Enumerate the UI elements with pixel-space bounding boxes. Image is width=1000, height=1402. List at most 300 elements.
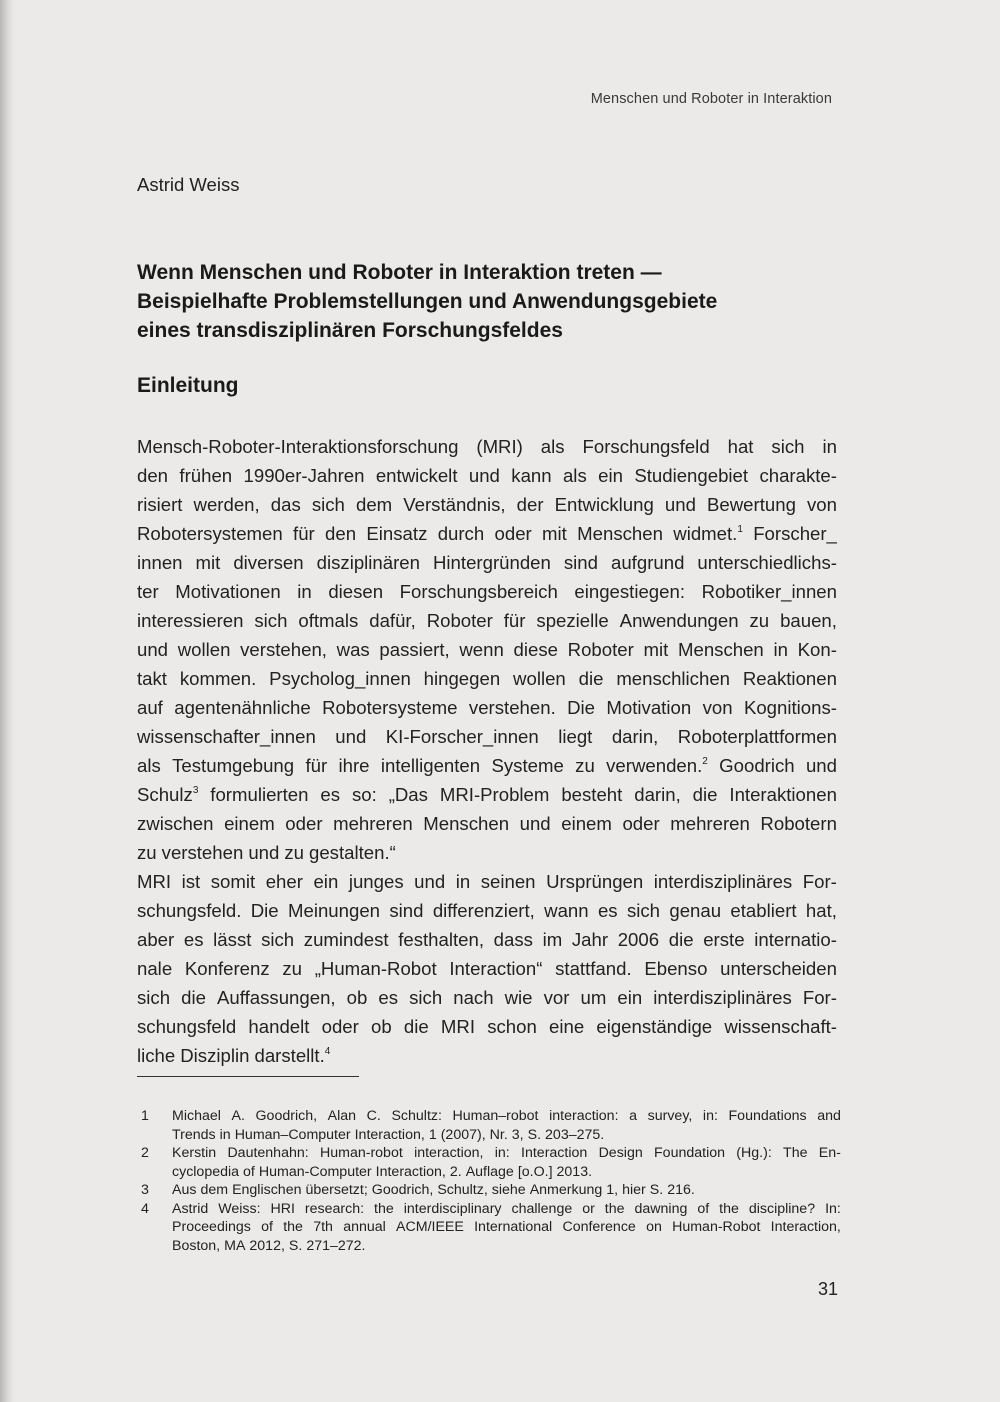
body-word: Verständnis, [403, 494, 506, 515]
footnote-marker[interactable]: 4 [324, 1046, 331, 1057]
footnote-word: Dautenhahn: [227, 1145, 309, 1161]
body-word: Forscher_ [753, 523, 837, 544]
body-word: risiert [137, 494, 183, 515]
body-word: durch [437, 523, 485, 544]
body-word: im [542, 929, 563, 950]
footnote-item [141, 1144, 841, 1181]
body-word: aber [137, 929, 175, 950]
body-word: sich [409, 987, 443, 1008]
running-head: Menschen und Roboter in Interaktion [590, 91, 832, 107]
footnote-word: 2. [449, 1163, 462, 1180]
body-word: 2006 [617, 929, 660, 950]
body-word: oder [494, 523, 532, 544]
body-word: ihre [338, 755, 370, 776]
body-word: Menschen [677, 639, 764, 660]
footnote-line [172, 1218, 841, 1237]
body-word: mit [643, 639, 669, 660]
footnote-word: En- [818, 1145, 841, 1161]
body-word: Testumgebung [172, 755, 295, 776]
body-word: diese [513, 639, 558, 660]
body-word: oder [321, 1016, 359, 1037]
footnote-word: dawning [634, 1200, 688, 1217]
footnote-item [141, 1200, 841, 1256]
body-word: junges [348, 871, 404, 892]
body-word: formulierten [210, 784, 309, 805]
body-word: Robotern [760, 813, 837, 834]
footnote-line [172, 1237, 841, 1256]
body-word: oder [622, 813, 660, 834]
chapter-title-line: Wenn Menschen und Roboter in Interaktion treten — [137, 261, 662, 284]
body-word: von [702, 697, 733, 718]
body-word: kann [511, 465, 552, 486]
body-word: ist [181, 871, 201, 892]
body-word: spezielle [536, 610, 609, 631]
footnote-word: HRI [270, 1200, 295, 1217]
footnote-word: International [474, 1219, 553, 1235]
body-line [137, 432, 837, 461]
body-word: ein [617, 987, 643, 1008]
body-word: ein [313, 871, 339, 892]
footnote-word: Interaction, [375, 1163, 446, 1180]
body-word: so: [351, 784, 377, 805]
footnote-word: Anmerkung [529, 1182, 603, 1198]
body-word: von [807, 494, 837, 515]
footnote-word: Human–Computer [234, 1126, 351, 1143]
footnote-word: Human-robot [319, 1145, 403, 1161]
footnote-word: ACM/IEEE [396, 1219, 464, 1235]
body-word: Robotersystemen [137, 523, 283, 544]
body-word: frühen [179, 465, 233, 486]
body-word: Systeme [491, 755, 564, 776]
body-word: es [320, 784, 341, 805]
page-number: 31 [817, 1279, 838, 1299]
body-word: Motivationen [175, 581, 281, 602]
body-line [137, 490, 837, 519]
body-word: passiert, [379, 639, 450, 660]
body-word: zu [284, 842, 304, 863]
body-word: Einsatz [366, 523, 428, 544]
body-word: lässt [213, 929, 252, 950]
body-word: Interaktionen [729, 784, 837, 805]
body-word: nach [453, 987, 494, 1008]
body-word: schungsfeld. [137, 900, 242, 921]
body-word: kommen. [179, 668, 257, 689]
body-word: seinen [480, 871, 536, 892]
body-word: Motivation [606, 697, 692, 718]
body-word: und [137, 639, 169, 660]
footnote-word: Schultz, [437, 1182, 488, 1198]
body-word: Interaction“ [449, 958, 543, 979]
body-word: Robotersysteme [322, 697, 458, 718]
body-word: als [562, 465, 587, 486]
body-word: Mensch-Roboter-Interaktionsforschung [137, 436, 459, 457]
body-word: für [305, 755, 328, 776]
footnote-word: siehe [491, 1182, 526, 1198]
body-line [137, 664, 837, 693]
body-line [137, 722, 837, 751]
body-word: dass [493, 929, 533, 950]
body-word: und [805, 755, 837, 776]
body-word: takt [137, 668, 167, 689]
body-word: festhalten, [398, 929, 484, 950]
footnote-word: the [719, 1200, 739, 1217]
footnote-number: 4 [141, 1200, 149, 1217]
footnote-word: or [582, 1200, 595, 1217]
body-word: „Das [388, 784, 428, 805]
footnote-word: Aus [172, 1182, 197, 1198]
author-name: Astrid Weiss [137, 174, 240, 195]
body-word: Reaktionen [742, 668, 837, 689]
footnote-item [141, 1107, 841, 1144]
footnote-word: S. [527, 1126, 542, 1143]
body-word: zu [749, 610, 770, 631]
footnote-line [172, 1163, 841, 1182]
body-word: interdisziplinäres [653, 871, 793, 892]
body-word: MRI [137, 871, 172, 892]
footnote-word: challenge [511, 1200, 573, 1217]
body-word: einem [224, 813, 275, 834]
footnote-word: in [219, 1126, 231, 1143]
body-word: in [822, 436, 837, 457]
body-word: Konferenz [184, 958, 270, 979]
footnote-word: Nr. [489, 1126, 508, 1143]
section-heading: Einleitung [137, 374, 239, 397]
body-line [137, 896, 837, 925]
body-word: als [540, 436, 565, 457]
footnote-word: The [783, 1145, 808, 1161]
footnote-word: übersetzt; [305, 1182, 368, 1198]
body-word: eine [549, 1016, 585, 1037]
footnote-line [172, 1144, 841, 1163]
body-word: was [336, 639, 370, 660]
body-word: disziplinären [316, 552, 420, 573]
body-word: aufgrund [611, 552, 685, 573]
chapter-title-line: Beispielhafte Problemstellungen und Anwendungsgebiete [137, 290, 718, 313]
body-word: bauen, [780, 610, 837, 631]
body-word: liche [137, 1045, 176, 1066]
footnote-number: 2 [141, 1145, 149, 1161]
footnote-word: Interaction, [770, 1219, 841, 1235]
body-word: mehreren [333, 813, 413, 834]
body-word: Jahr [571, 929, 609, 950]
footnotes [141, 1107, 841, 1255]
body-word: Roboterplattformen [677, 726, 837, 747]
body-word: und [248, 842, 280, 863]
body-word: hingegen [423, 668, 501, 689]
body-word: es [378, 987, 399, 1008]
body-word: eingestiegen: [574, 581, 685, 602]
body-word: (MRI) [476, 436, 523, 457]
body-word: wollen [513, 668, 566, 689]
body-word: innen [137, 552, 183, 573]
body-word: Anwendungen [619, 610, 739, 631]
body-word: etabliert [730, 900, 797, 921]
body-word: intelligenten [380, 755, 481, 776]
footnote-word: Kerstin [172, 1145, 217, 1161]
footnote-word: Human-Computer [258, 1163, 372, 1180]
body-word: Studiengebiet [634, 465, 749, 486]
body-word: Die [567, 697, 596, 718]
body-word: charakte- [759, 465, 837, 486]
body-line [137, 751, 837, 780]
body-word: stattfand. [555, 958, 632, 979]
footnote-number: 1 [141, 1108, 149, 1124]
body-word: handelt [248, 1016, 310, 1037]
body-word: Meinungen [288, 900, 381, 921]
footnote-word: 2012, [249, 1237, 285, 1254]
footnote-word: 1 [428, 1126, 437, 1143]
body-word: werden, [193, 494, 260, 515]
body-word: in [455, 871, 471, 892]
footnote-word: Weiss: [218, 1200, 261, 1217]
body-word: in [297, 581, 312, 602]
footnote-word: A. [231, 1108, 245, 1124]
footnote-word: Michael [172, 1108, 221, 1124]
body-word: Entwicklung [554, 494, 654, 515]
footnote-word: of [261, 1219, 273, 1235]
body-word: zumindest [303, 929, 389, 950]
body-word: ob [346, 987, 368, 1008]
body-word: darin, [634, 784, 681, 805]
body-word: darstellt.$^4$ [254, 1045, 331, 1066]
body-word: Bewertung [707, 494, 796, 515]
body-line [137, 838, 837, 867]
body-word: interdisziplinäres [653, 987, 792, 1008]
footnote-word: interaction: [549, 1108, 619, 1124]
footnote-word: 216. [667, 1182, 695, 1198]
body-word: Kognitions- [743, 697, 837, 718]
body-word: und [414, 871, 446, 892]
footnote-word: 2013. [556, 1163, 593, 1180]
footnote-word: Alan [327, 1108, 357, 1124]
body-word: diesen [328, 581, 384, 602]
body-line [137, 983, 837, 1012]
footnote-word: Foundations [728, 1108, 807, 1124]
footnote-word: Goodrich, [255, 1108, 318, 1124]
footnote-word: of [243, 1163, 255, 1180]
footnote-word: [o.O.] [517, 1163, 553, 1180]
body-word: Forschungsbereich [399, 581, 558, 602]
body-word: um [580, 987, 607, 1008]
body-word: menschlichen [616, 668, 730, 689]
body-line [137, 461, 837, 490]
footnote-word: (2007), [440, 1126, 486, 1143]
body-word: Auffassungen, [217, 987, 336, 1008]
body-word: liegt [558, 726, 593, 747]
body-word: Psycholog_innen [269, 668, 411, 689]
body-word: Goodrich [719, 755, 795, 776]
body-word: das [270, 494, 301, 515]
body-word: sich [771, 436, 805, 457]
body-word: darin, [611, 726, 659, 747]
footnote-word: interaction, [414, 1145, 484, 1161]
body-word: Ursprüngen [546, 871, 644, 892]
footnote-word: Schultz: [391, 1108, 442, 1124]
footnote-line [172, 1126, 841, 1145]
footnote-word: interdisciplinary [403, 1200, 502, 1217]
body-word: agentenähnliche [174, 697, 311, 718]
body-word: für [293, 523, 315, 544]
body-word: sich [137, 987, 171, 1008]
body-word: Schulz$^3$ [137, 784, 199, 805]
body-word: erste [703, 929, 745, 950]
body-word: und [468, 465, 500, 486]
body-word: zwischen [137, 813, 214, 834]
body-word: entwickelt [375, 465, 458, 486]
footnote-word: a [629, 1108, 638, 1124]
footnote-word: the [604, 1200, 625, 1217]
body-word: oftmals [298, 610, 359, 631]
body-word: verwenden.$^2$ [606, 755, 708, 776]
body-word: zu [575, 755, 595, 776]
body-word: widmet.$^1$ [673, 523, 743, 544]
body-word: For- [802, 871, 837, 892]
body-word: Kon- [797, 639, 837, 660]
body-word: internatio- [754, 929, 837, 950]
footnote-word: Englischen [232, 1182, 302, 1198]
body-word: Menschen [577, 523, 663, 544]
body-word: „Human-Robot [314, 958, 437, 979]
footnote-word: 1, [606, 1182, 619, 1198]
footnote-word: research: [304, 1200, 365, 1217]
footnote-word: Design [598, 1145, 643, 1161]
body-word: Disziplin [180, 1045, 250, 1066]
footnote-word: S. [288, 1237, 303, 1254]
footnote-item [141, 1181, 841, 1200]
body-word: differenziert, [432, 900, 535, 921]
body-word: sind [389, 900, 424, 921]
body-word: einem [561, 813, 612, 834]
body-word: und [664, 494, 696, 515]
footnote-word: Conference [562, 1219, 636, 1235]
footnote-word: Auflage [465, 1163, 514, 1180]
footnote-text [172, 1181, 841, 1200]
footnote-number: 3 [141, 1182, 149, 1198]
body-word: in [773, 639, 788, 660]
body-word: und [519, 813, 551, 834]
body-line [137, 954, 837, 983]
body-word: wissenschaft- [724, 1016, 837, 1037]
body-word: dem [355, 494, 393, 515]
footnote-word: 3, [511, 1126, 524, 1143]
body-word: zu [137, 842, 157, 863]
body-line [137, 780, 837, 809]
body-word: sich [254, 610, 288, 631]
chapter-title-line: eines transdisziplinären Forschungsfeldes [137, 319, 563, 342]
body-word: oder [285, 813, 323, 834]
page-gutter-shadow [0, 0, 14, 1402]
body-word: interessieren [137, 610, 244, 631]
body-word: unterschiedlichs- [697, 552, 837, 573]
body-word: wissenschafter_innen [137, 726, 316, 747]
body-line [137, 1012, 837, 1041]
footnote-word: Proceedings [172, 1219, 251, 1235]
body-line [137, 548, 837, 577]
footnote-marker[interactable]: 2 [702, 756, 708, 767]
body-word: Hintergründen [433, 552, 551, 573]
body-word: besteht [561, 784, 623, 805]
body-word: die [668, 929, 694, 950]
body-word: sich [261, 929, 295, 950]
footnote-word: Human–robot [452, 1108, 539, 1124]
footnote-word: MA [224, 1237, 246, 1254]
body-word: Robotiker_innen [701, 581, 837, 602]
footnote-line [172, 1200, 841, 1219]
body-word: und [335, 726, 367, 747]
body-word: mit [542, 523, 567, 544]
footnote-word: In: [825, 1200, 841, 1217]
footnote-word: Foundation [654, 1145, 726, 1161]
footnote-text [172, 1200, 841, 1256]
body-word: die [692, 784, 718, 805]
body-word: Roboter [426, 610, 493, 631]
footnote-word: Interaction, [354, 1126, 425, 1143]
body-word: unterscheiden [720, 958, 837, 979]
footnote-word: Interaction [521, 1145, 588, 1161]
footnote-line [172, 1107, 841, 1126]
body-line [137, 606, 837, 635]
body-word: die [181, 987, 206, 1008]
footnote-marker[interactable]: 3 [192, 785, 199, 796]
body-word: schungsfeld [137, 1016, 237, 1037]
body-word: die [578, 668, 604, 689]
body-line [137, 693, 837, 722]
body-word: hat, [805, 900, 837, 921]
footnote-word: on [646, 1219, 662, 1235]
body-word: Menschen [423, 813, 510, 834]
footnote-text [172, 1107, 841, 1144]
body-word: MRI [440, 1016, 476, 1037]
body-word: wie [504, 987, 533, 1008]
footnote-word: Boston, [172, 1237, 221, 1254]
footnote-marker[interactable]: 1 [737, 524, 743, 535]
body-word: verstehen, [240, 639, 327, 660]
body-word: als [137, 755, 161, 776]
body-line [137, 635, 837, 664]
footnote-word: hier [622, 1182, 646, 1198]
body-word: es [183, 929, 204, 950]
footnote-word: the [283, 1219, 303, 1235]
footnote-word: Astrid [172, 1200, 209, 1217]
body-word: wenn [459, 639, 504, 660]
body-word: zu [282, 958, 302, 979]
footnote-word: in: [702, 1108, 718, 1124]
body-word: Roboter [567, 639, 634, 660]
footnote-word: the [374, 1200, 394, 1217]
body-line [137, 809, 837, 838]
body-word: somit [210, 871, 256, 892]
footnote-word: S. [649, 1182, 664, 1198]
footnote-word: dem [200, 1182, 229, 1198]
footnote-word: and [817, 1108, 841, 1124]
body-word: Die [250, 900, 279, 921]
body-line [137, 577, 837, 606]
body-word: mit [195, 552, 221, 573]
footnote-word: survey, [647, 1108, 693, 1124]
body-word: gestalten.“ [308, 842, 396, 863]
body-word: auf [137, 697, 163, 718]
footnote-word: Trends [172, 1126, 216, 1143]
body-line [137, 925, 837, 954]
footnote-divider [137, 1076, 359, 1077]
footnote-word: cyclopedia [172, 1163, 240, 1180]
body-word: verstehen [161, 842, 244, 863]
body-word: ter [137, 581, 159, 602]
body-word: eigenständige [596, 1016, 713, 1037]
body-word: mehreren [670, 813, 750, 834]
footnote-word: (Hg.): [736, 1145, 772, 1161]
body-line [137, 867, 837, 896]
